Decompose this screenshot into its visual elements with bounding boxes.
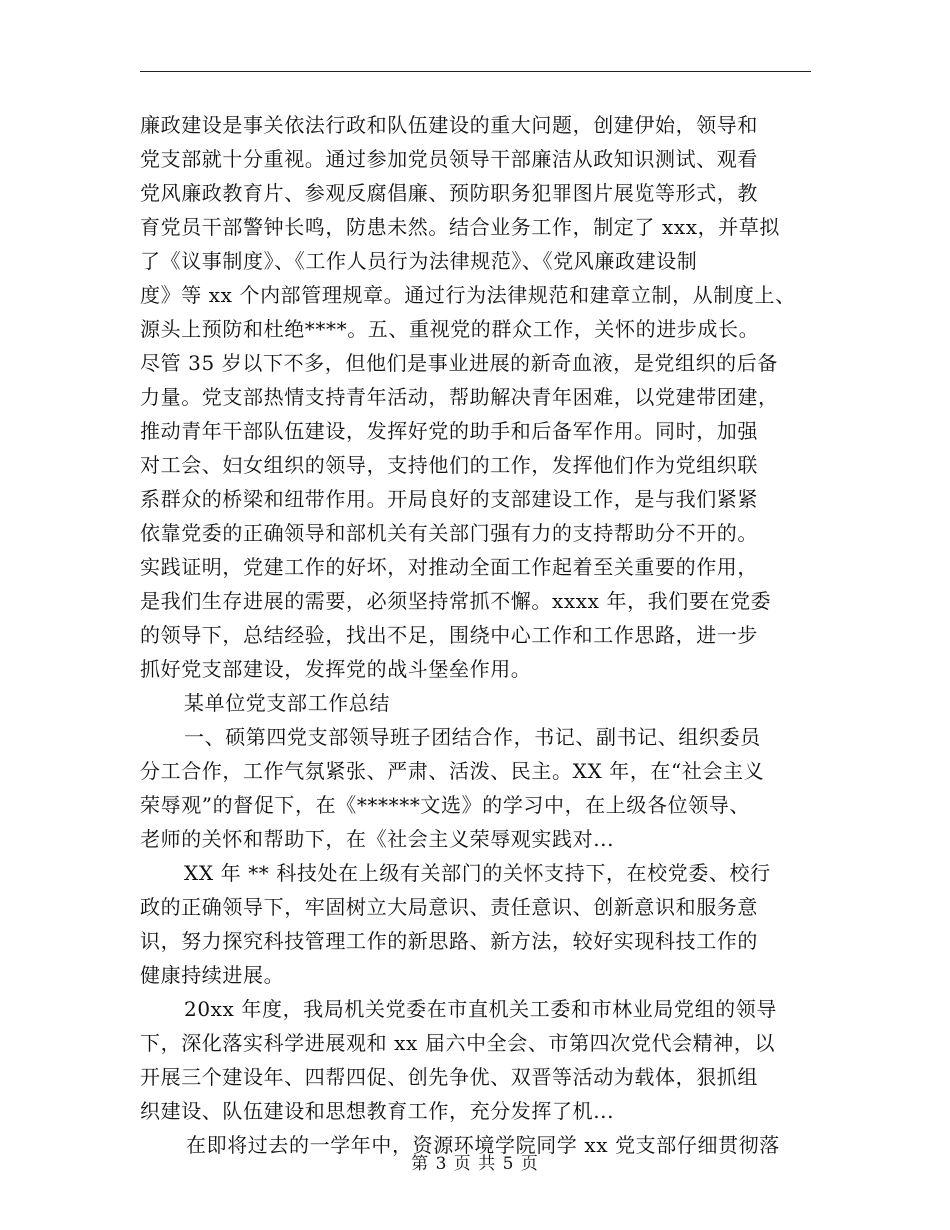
text-line: 尽管 35 岁以下不多，但他们是事业进展的新奇血液，是党组织的后备 bbox=[140, 351, 778, 375]
text-line: 开展三个建设年、四帮四促、创先争优、双晋等活动为载体，狠抓组 bbox=[140, 1065, 758, 1089]
text-line: 廉政建设是事关依法行政和队伍建设的重大问题，创建伊始，领导和 bbox=[140, 113, 758, 137]
text-line: 政的正确领导下，牢固树立大局意识、责任意识、创新意识和服务意 bbox=[140, 895, 758, 919]
text-line: 依靠党委的正确领导和部机关有关部门强有力的支持帮助分不开的。 bbox=[140, 521, 758, 545]
text-line: 抓好党支部建设，发挥党的战斗堡垒作用。 bbox=[140, 657, 532, 681]
header-rule bbox=[140, 71, 811, 72]
text-line: 系群众的桥梁和纽带作用。开局良好的支部建设工作，是与我们紧紧 bbox=[140, 487, 758, 511]
text-line: 实践证明，党建工作的好坏，对推动全面工作起着至关重要的作用， bbox=[140, 555, 758, 579]
text-line: 了《议事制度》、《工作人员行为法律规范》、《党风廉政建设制 bbox=[140, 249, 698, 273]
text-line: 某单位党支部工作总结 bbox=[184, 691, 390, 715]
text-line: 力量。党支部热情支持青年活动，帮助解决青年困难，以党建带团建， bbox=[140, 385, 779, 409]
text-line: 度》等 xx 个内部管理规章。通过行为法律规范和建章立制，从制度上、 bbox=[140, 283, 796, 307]
text-line: 分工合作，工作气氛紧张、严肃、活泼、民主。XX 年，在“社会主义 bbox=[140, 759, 765, 783]
text-line: XX 年 ** 科技处在上级有关部门的关怀支持下，在校党委、校行 bbox=[184, 861, 771, 885]
text-line: 育党员干部警钟长鸣，防患未然。结合业务工作，制定了 xxx，并草拟 bbox=[140, 215, 780, 239]
text-line: 一、硕第四党支部领导班子团结合作，书记、副书记、组织委员 bbox=[184, 725, 761, 749]
text-line: 健康持续进展。 bbox=[140, 963, 285, 987]
text-line: 的领导下，总结经验，找出不足，围绕中心工作和工作思路，进一步 bbox=[140, 623, 758, 647]
page-footer: 第 3 页 共 5 页 bbox=[411, 1154, 539, 1174]
text-line: 推动青年干部队伍建设，发挥好党的助手和后备军作用。同时，加强 bbox=[140, 419, 758, 443]
text-line: 下，深化落实科学进展观和 xx 届六中全会、市第四次党代会精神，以 bbox=[140, 1031, 776, 1055]
text-line: 党风廉政教育片、参观反腐倡廉、预防职务犯罪图片展览等形式，教 bbox=[140, 181, 758, 205]
body-text bbox=[140, 108, 820, 1162]
text-line: 对工会、妇女组织的领导，支持他们的工作，发挥他们作为党组织联 bbox=[140, 453, 758, 477]
text-line: 是我们生存进展的需要，必须坚持常抓不懈。xxxx 年，我们要在党委 bbox=[140, 589, 772, 613]
text-line: 在即将过去的一学年中，资源环境学院同学 xx 党支部仔细贯彻落 bbox=[186, 1133, 780, 1157]
text-line: 20xx 年度，我局机关党委在市直机关工委和市林业局党组的领导 bbox=[184, 997, 777, 1021]
text-line: 源头上预防和杜绝****。五、重视党的群众工作，关怀的进步成长。 bbox=[140, 317, 760, 341]
text-line: 党支部就十分重视。通过参加党员领导干部廉洁从政知识测试、观看 bbox=[140, 147, 758, 171]
text-line: 识，努力探究科技管理工作的新思路、新方法，较好实现科技工作的 bbox=[140, 929, 758, 953]
text-line: 老师的关怀和帮助下，在《社会主义荣辱观实践对... bbox=[140, 827, 615, 851]
text-line: 荣辱观”的督促下，在《******文选》的学习中，在上级各位领导、 bbox=[140, 793, 751, 817]
text-line: 织建设、队伍建设和思想教育工作，充分发挥了机... bbox=[140, 1099, 615, 1123]
